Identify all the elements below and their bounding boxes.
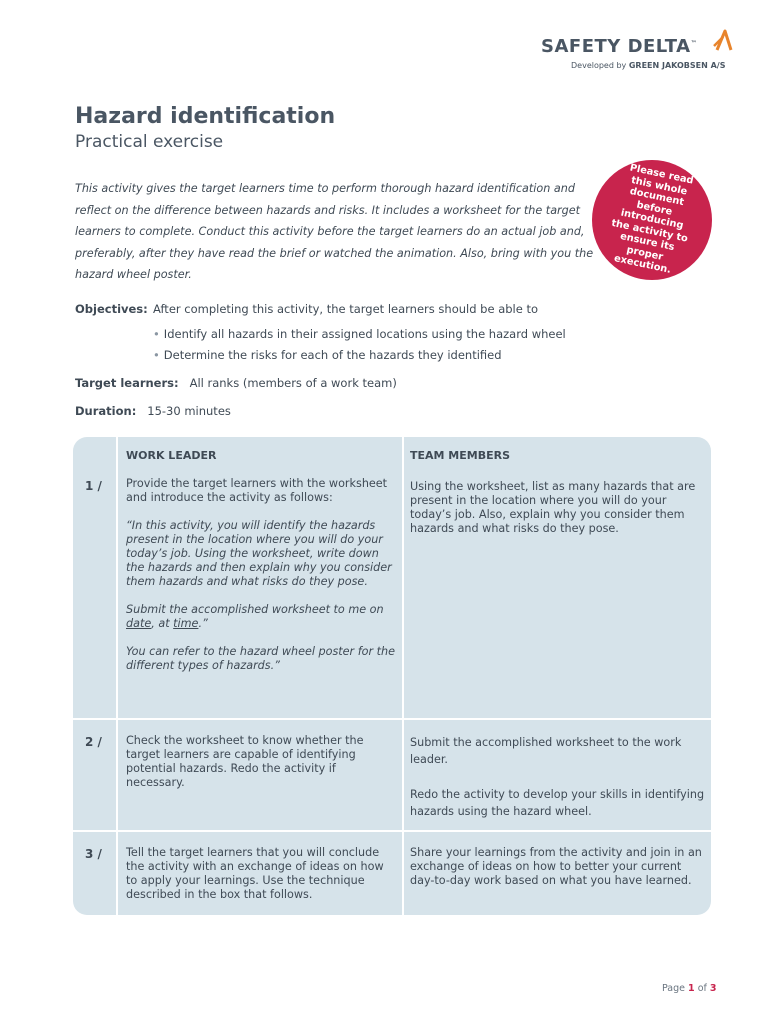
- objectives-label: Objectives:: [75, 302, 148, 316]
- target-learners: [75, 376, 397, 390]
- bullet-icon: •: [153, 348, 160, 362]
- row-2-members: Submit the accomplished worksheet to the work leader. Redo the activity to develop your skills in identifying hazards using the hazard wheel.: [410, 736, 705, 818]
- header-team-members: TEAM MEMBERS: [410, 449, 511, 462]
- duration: [75, 404, 231, 418]
- target-learners-label: Target learners:: [75, 376, 179, 390]
- activity-table: [73, 437, 711, 915]
- read-notice-text: Please read this whole document before introducing the activity to ensure its proper execution.: [610, 162, 695, 277]
- list-item: • Identify all hazards in their assigned locations using the hazard wheel: [153, 327, 566, 341]
- page-number: Page 1 of 3: [662, 983, 717, 994]
- page-subtitle: Practical exercise: [75, 132, 224, 152]
- logo-subline: Developed by GREEN JAKOBSEN A/S: [571, 61, 726, 70]
- delta-icon: [711, 28, 733, 52]
- row-3-leader: Tell the target learners that you will conclude the activity with an exchange of ideas on how to apply your learnings. Use the technique described in the box that follows.: [126, 846, 384, 901]
- row-number: 3 /: [85, 847, 102, 861]
- column-divider: [116, 437, 118, 915]
- intro-paragraph: This activity gives the target learners time to perform thorough hazard identification and reflect on the difference between hazards and risks. It includes a worksheet for the target learners to complete. Conduct this activity before the target learners do an actual job and, preferably, after they have read the brief or watched the animation. Also, bring with you the hazard wheel poster.: [75, 182, 594, 281]
- logo-company: GREEN JAKOBSEN A/S: [628, 61, 726, 70]
- objectives-list: [153, 327, 566, 369]
- row-number: 1 /: [85, 479, 102, 493]
- column-divider: [402, 437, 404, 915]
- list-item: • Determine the risks for each of the hazards they identified: [153, 348, 502, 362]
- logo-trademark: ™: [690, 40, 698, 47]
- row-number: 2 /: [85, 735, 102, 749]
- duration-value: 15-30 minutes: [147, 404, 231, 418]
- row-divider: [73, 718, 711, 720]
- row-2-leader: Check the worksheet to know whether the target learners are capable of identifying potential hazards. Redo the activity if necessary.: [126, 734, 364, 789]
- bullet-icon: •: [153, 327, 160, 341]
- target-learners-value: All ranks (members of a work team): [189, 376, 397, 390]
- safety-delta-logo: [541, 28, 731, 74]
- duration-label: Duration:: [75, 404, 137, 418]
- row-3-members: Share your learnings from the activity and join in an exchange of ideas on how to better your current day-to-day work based on what you have learned.: [410, 846, 702, 887]
- header-work-leader: WORK LEADER: [126, 449, 217, 462]
- row-1-leader: Provide the target learners with the worksheet and introduce the activity as follows: “In this activity, you will identify the hazards present in the location where you will do your today’s job. Using the worksheet, write down the hazards and then explain why you consider them hazards and what risks do they pose. Submit the accomplished worksheet to me on date, at time.” You can refer to the hazard wheel poster for the different types of hazards.”: [126, 477, 396, 672]
- objectives-text: After completing this activity, the target learners should be able to: [153, 302, 539, 316]
- row-1-members: Using the worksheet, list as many hazards that are present in the location where you will do your today’s job. Also, explain why you consider them hazards and what risks do they pose.: [410, 480, 696, 535]
- logo-name: SAFETY DELTA: [541, 36, 691, 57]
- read-notice-badge: [592, 160, 712, 280]
- page-title: Hazard identification: [75, 104, 336, 129]
